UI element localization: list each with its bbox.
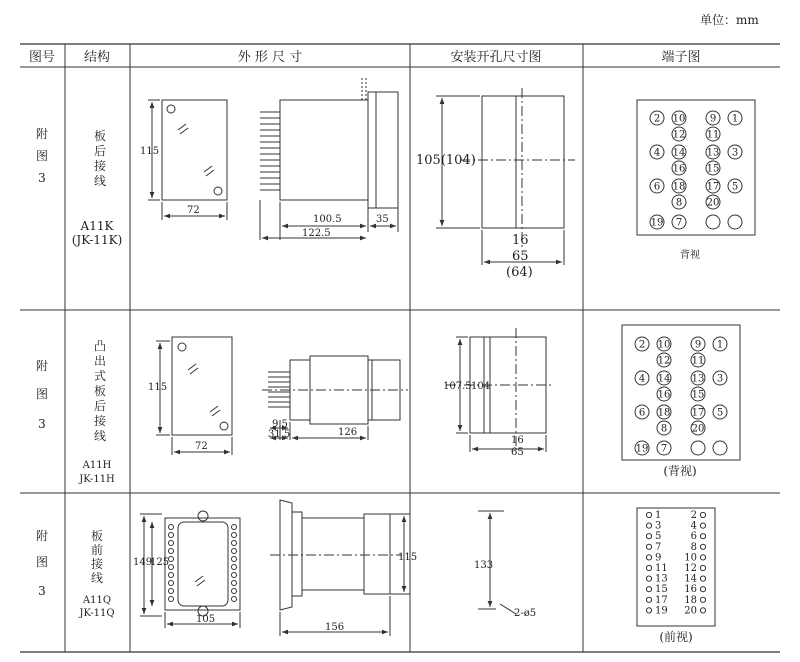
terminal-number: 19 (650, 217, 664, 229)
terminal-number: 11 (691, 355, 705, 367)
header-cutout: 安装开孔尺寸图 (450, 50, 542, 65)
model-code: JK-11H (79, 474, 115, 485)
row-1 (36, 78, 755, 280)
terminal-number: 7 (675, 217, 683, 229)
svg-text:72: 72 (187, 205, 200, 216)
terminal-circle (713, 441, 727, 455)
terminal-number: 18 (657, 407, 671, 419)
svg-text:附: 附 (35, 529, 49, 543)
svg-text:图: 图 (35, 149, 49, 163)
terminal-number: 20 (706, 197, 720, 209)
svg-text:122.5: 122.5 (302, 228, 331, 239)
terminal-number: 10 (684, 552, 697, 564)
terminal-grid (635, 337, 727, 455)
svg-text:凸: 凸 (93, 339, 107, 353)
terminal-number: 18 (672, 181, 686, 193)
terminal-dot (700, 576, 705, 581)
terminal-number: 3 (655, 520, 662, 532)
terminal-dot (700, 587, 705, 592)
terminal-number: 16 (672, 163, 686, 175)
terminal-hole (169, 565, 174, 570)
terminal-hole (232, 597, 237, 602)
front-terminal-holes (169, 525, 237, 602)
svg-text:16: 16 (511, 435, 524, 446)
terminal-hole (232, 573, 237, 578)
fig-num (36, 359, 48, 431)
terminal-number: 4 (653, 147, 661, 159)
terminal-number: 7 (655, 541, 662, 553)
svg-text:31.5: 31.5 (268, 429, 291, 440)
terminal-hole (169, 533, 174, 538)
terminal-number: 19 (655, 605, 668, 617)
svg-text:图: 图 (35, 555, 49, 569)
model-code: (JK-11K) (71, 233, 123, 247)
terminal-dot (646, 512, 651, 517)
svg-text:115: 115 (148, 382, 168, 393)
terminal-dot (646, 597, 651, 602)
terminal-number: 16 (684, 584, 697, 596)
terminal-hole (232, 549, 237, 554)
terminal-number: 3 (731, 147, 739, 159)
terminal-caption: 背视 (680, 250, 700, 261)
terminal-dot (646, 555, 651, 560)
terminal-circle (691, 441, 705, 455)
terminal-hole (169, 557, 174, 562)
terminal-number: 8 (675, 197, 683, 209)
outline-front-view (140, 511, 240, 628)
terminal-hole (169, 525, 174, 530)
terminal-number: 17 (691, 407, 705, 419)
terminal-number: 15 (691, 389, 705, 401)
svg-text:后: 后 (93, 399, 107, 413)
terminal-number: 8 (690, 541, 697, 553)
model-code: A11H (82, 460, 112, 471)
svg-text:前: 前 (90, 543, 104, 557)
svg-text:105(104): 105(104) (416, 153, 476, 168)
terminal-number: 15 (655, 584, 668, 596)
terminal-dot (700, 597, 705, 602)
svg-text:板: 板 (93, 384, 107, 398)
terminal-hole (232, 525, 237, 530)
terminal-hole (232, 565, 237, 570)
terminal-number: 13 (655, 573, 668, 585)
svg-text:附: 附 (35, 127, 49, 141)
terminal-number: 19 (635, 443, 649, 455)
svg-text:2-ø5: 2-ø5 (514, 608, 537, 619)
terminal-number: 20 (691, 423, 705, 435)
terminal-number: 12 (672, 129, 686, 141)
model-code: A11Q (82, 595, 112, 606)
terminal-number: 17 (655, 594, 668, 606)
svg-text:65: 65 (512, 249, 529, 264)
terminal-number: 5 (716, 407, 724, 419)
terminal-hole (232, 557, 237, 562)
terminal-number: 11 (706, 129, 720, 141)
structure-label (72, 128, 123, 247)
outline-front-view (148, 100, 227, 220)
terminal-number: 13 (691, 373, 705, 385)
terminal-dot (700, 555, 705, 560)
structure-label (78, 339, 115, 485)
terminal-hole (169, 597, 174, 602)
terminal-number: 14 (684, 573, 697, 585)
svg-text:156: 156 (325, 622, 345, 633)
fig-num (36, 127, 48, 185)
terminal-number: 2 (690, 510, 697, 521)
terminal-number: 6 (653, 181, 661, 193)
terminal-dot (700, 544, 705, 549)
terminal-hole (169, 573, 174, 578)
terminal-number: 10 (672, 113, 686, 125)
terminal-dot (700, 565, 705, 570)
svg-text:线: 线 (90, 571, 104, 585)
terminal-number: 1 (655, 510, 662, 521)
terminal-dot (646, 587, 651, 592)
svg-text:接: 接 (93, 414, 107, 428)
terminal-number: 5 (731, 181, 739, 193)
terminal-number: 6 (690, 531, 697, 543)
terminal-number: 9 (694, 339, 702, 351)
outline-front-view (156, 337, 232, 455)
terminal-dot (646, 576, 651, 581)
terminal-caption: (前视) (659, 630, 693, 644)
svg-text:式: 式 (93, 369, 107, 383)
terminal-number: 9 (709, 113, 717, 125)
terminal-hole (169, 541, 174, 546)
header-outline: 外 形 尺 寸 (237, 50, 303, 65)
svg-text:9.5: 9.5 (272, 419, 288, 430)
svg-text:3: 3 (38, 171, 46, 185)
svg-text:板: 板 (93, 129, 107, 143)
terminal-number: 11 (655, 563, 668, 574)
terminal-dot (646, 608, 651, 613)
terminal-number: 14 (672, 147, 686, 159)
svg-text:100.5: 100.5 (313, 214, 342, 225)
svg-text:105: 105 (196, 614, 216, 625)
terminal-number: 10 (657, 339, 671, 351)
terminal-number: 12 (657, 355, 671, 367)
svg-text:126: 126 (338, 427, 358, 438)
header-structure: 结构 (83, 50, 111, 65)
terminal-dot (700, 608, 705, 613)
terminal-circle (706, 215, 720, 229)
svg-text:3: 3 (38, 584, 46, 598)
svg-text:线: 线 (93, 429, 107, 443)
terminal-grid (650, 111, 742, 229)
terminal-hole (232, 533, 237, 538)
terminal-hole (169, 581, 174, 586)
row-2 (36, 325, 740, 485)
terminal-dot (700, 512, 705, 517)
svg-text:(64): (64) (506, 265, 533, 280)
terminal-dot (700, 534, 705, 539)
model-code: A11K (80, 219, 114, 233)
svg-text:线: 线 (93, 174, 107, 188)
terminal-circle (728, 215, 742, 229)
terminal-dot (646, 565, 651, 570)
terminal-hole (232, 589, 237, 594)
terminal-number: 4 (638, 373, 646, 385)
svg-text:附: 附 (35, 359, 49, 373)
structure-label (78, 528, 114, 619)
terminal-number: 13 (706, 147, 720, 159)
svg-text:35: 35 (376, 214, 389, 225)
terminal-number: 17 (706, 181, 720, 193)
terminal-hole (169, 589, 174, 594)
svg-text:72: 72 (195, 441, 208, 452)
terminal-number: 15 (706, 163, 720, 175)
terminal-number: 4 (690, 520, 697, 532)
svg-text:接: 接 (90, 557, 104, 571)
svg-text:板: 板 (90, 529, 104, 543)
header-terminal: 端子图 (661, 50, 701, 65)
terminal-dot (700, 523, 705, 528)
svg-text:115: 115 (140, 146, 160, 157)
svg-text:接: 接 (93, 159, 107, 173)
terminal-number: 14 (657, 373, 671, 385)
unit-label: 单位：mm (700, 13, 759, 27)
terminal-hole (169, 549, 174, 554)
svg-text:3: 3 (38, 417, 46, 431)
terminal-number: 5 (655, 531, 662, 543)
svg-text:125: 125 (150, 557, 170, 568)
terminal-dot (646, 544, 651, 549)
terminal-caption: (背视) (663, 464, 697, 478)
svg-text:149: 149 (133, 557, 153, 568)
row-3 (36, 500, 715, 644)
cutout-diagram (436, 88, 575, 265)
fig-num (36, 529, 48, 598)
svg-text:104: 104 (471, 381, 491, 392)
terminal-dot (646, 523, 651, 528)
terminal-list (646, 510, 705, 616)
svg-text:65: 65 (511, 447, 524, 458)
terminal-dot (646, 534, 651, 539)
model-code: JK-11Q (79, 608, 115, 619)
terminal-number: 2 (653, 113, 661, 125)
outline-side-view (270, 500, 410, 636)
svg-text:107.5: 107.5 (443, 381, 472, 392)
terminal-number: 7 (660, 443, 668, 455)
terminal-number: 8 (660, 423, 668, 435)
terminal-number: 2 (638, 339, 646, 351)
svg-text:133: 133 (474, 560, 494, 571)
svg-text:后: 后 (93, 144, 107, 158)
terminal-number: 1 (731, 113, 739, 125)
terminal-number: 3 (716, 373, 724, 385)
svg-text:115: 115 (398, 552, 418, 563)
terminal-number: 1 (716, 339, 724, 351)
svg-text:出: 出 (93, 354, 107, 368)
terminal-number: 6 (638, 407, 646, 419)
terminal-hole (232, 581, 237, 586)
terminal-number: 18 (684, 594, 697, 606)
svg-text:16: 16 (512, 233, 529, 248)
svg-text:图: 图 (35, 387, 49, 401)
header-fig-num: 图号 (28, 50, 56, 65)
terminal-number: 16 (657, 389, 671, 401)
terminal-number: 20 (684, 605, 697, 617)
terminal-number: 9 (655, 552, 662, 564)
terminal-number: 12 (684, 563, 697, 574)
terminal-hole (232, 541, 237, 546)
